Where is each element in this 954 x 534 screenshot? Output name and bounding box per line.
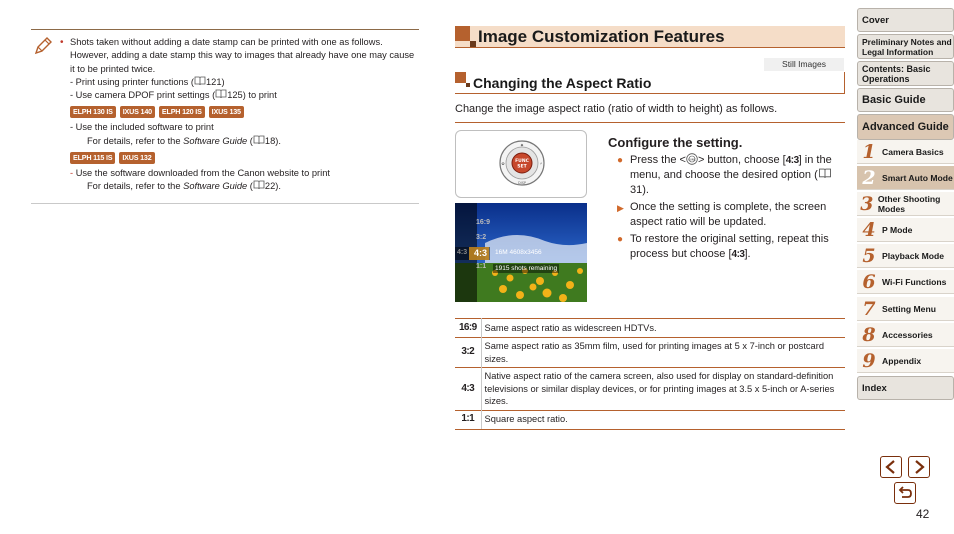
model-badge: IXUS 135 (209, 106, 244, 118)
page-ref-link[interactable]: 125) to print (227, 90, 277, 101)
svg-text:FUNC: FUNC (515, 159, 529, 164)
table-cell-description: Square aspect ratio. (481, 410, 845, 429)
chapter-number: 5 (862, 244, 876, 267)
nav-chapter-4[interactable] (857, 218, 954, 242)
ratio-menu-prev: 4:3 (457, 249, 468, 256)
page-ref-link[interactable]: 31). (630, 184, 649, 196)
func-set-dial-icon (498, 139, 546, 187)
book-ref-icon (253, 180, 265, 190)
step-item: ● To restore the original setting, repeat this process but choose [4:3]. (617, 233, 829, 260)
nav-advanced-guide[interactable]: Advanced Guide (857, 114, 954, 140)
return-arrow-icon (895, 483, 915, 503)
step-list (616, 153, 844, 264)
note-bottom-rule (31, 203, 419, 204)
step-item: ▶ Once the setting is complete, the screen aspect ratio will be updated. (617, 201, 827, 228)
nav-chapter-1[interactable] (857, 140, 954, 164)
shots-remaining-text: 1915 shots remaining (495, 265, 558, 272)
camera-control-illustration (455, 130, 587, 198)
chapter-label: Accessories (882, 329, 933, 340)
page-ref-link[interactable]: 121) (206, 76, 225, 87)
func-set-button-icon (686, 153, 698, 165)
nav-basic-guide[interactable]: Basic Guide (857, 88, 954, 112)
nav-chapter-6[interactable] (857, 270, 954, 294)
svg-text:DISP: DISP (517, 181, 527, 185)
nav-chapter-3[interactable] (857, 192, 954, 216)
model-badge: ELPH 130 IS (70, 106, 116, 118)
bullet-dot-icon: ● (617, 155, 624, 166)
svg-text:FUNC: FUNC (688, 157, 696, 162)
nav-preliminary-notes[interactable]: Preliminary Notes and Legal Information (857, 34, 954, 59)
nav-chapter-2[interactable] (857, 166, 954, 190)
intro-text: Change the image aspect ratio (ratio of width to height) as follows. (455, 103, 778, 115)
chapter-number: 8 (862, 323, 876, 346)
bullet-dot-icon: ● (617, 234, 624, 245)
table-cell-description: Native aspect ratio of the camera screen, also used for display on standard-definition televisions or similar display devices, or for printing images at 3.5 x 5-inch or A-series sizes. (481, 368, 845, 411)
nav-chapter-7[interactable] (857, 297, 954, 321)
back-button[interactable] (894, 482, 916, 504)
page-ref-link[interactable]: 22). (264, 181, 281, 192)
chapter-title-bar (455, 26, 845, 48)
page-ref-link[interactable]: 18). (264, 135, 281, 146)
nav-chapter-9[interactable] (857, 349, 954, 373)
nav-chapter-5[interactable] (857, 244, 954, 268)
model-badge: ELPH 120 IS (159, 106, 205, 118)
model-badge: IXUS 132 (119, 152, 154, 164)
nav-index[interactable]: Index (857, 376, 954, 400)
book-ref-icon (818, 168, 832, 179)
chapter-number: 4 (862, 218, 876, 241)
chapter-number: 3 (860, 192, 874, 215)
svg-text:◆: ◆ (520, 143, 524, 147)
table-row (455, 338, 845, 368)
chapter-number: 7 (862, 297, 876, 320)
chapter-label: Camera Basics (882, 146, 944, 157)
chapter-label: P Mode (882, 224, 913, 235)
step-item: ● Press the < FUNC > button, choose [4:3] in the menu, and choose the desired option (31). (617, 154, 832, 196)
hint-note (60, 36, 420, 194)
table-cell-description: Same aspect ratio as 35mm film, used for printing images at 5 x 7-inch or postcard sizes. (481, 338, 845, 368)
ratio-menu-1-1: 1:1 (476, 263, 487, 270)
book-ref-icon (194, 76, 206, 86)
model-badges-2 (70, 151, 420, 164)
model-badge: IXUS 140 (120, 106, 155, 118)
model-badge: ELPH 115 IS (70, 152, 115, 164)
intro-rule (455, 122, 845, 123)
chapter-label: Appendix (882, 355, 922, 366)
note-item-software: - Use the included software to print For details, refer to the Software Guide ( 18). (70, 122, 281, 146)
pencil-note-icon (33, 36, 53, 56)
aspect-1-1-icon: 1:1 (455, 410, 481, 429)
chapter-number: 2 (862, 166, 876, 189)
chapter-label: Smart Auto Mode (882, 172, 953, 183)
chapter-number: 1 (862, 140, 876, 163)
ratio-menu-3-2: 3:2 (476, 234, 487, 241)
section-title: Changing the Aspect Ratio (473, 75, 652, 91)
prev-page-button[interactable] (880, 456, 902, 478)
nav-contents[interactable]: Contents: Basic Operations (857, 61, 954, 86)
arrow-right-icon (909, 457, 929, 477)
top-rule (31, 29, 419, 30)
svg-text:⚡: ⚡ (539, 161, 543, 166)
note-item-dpof: - Use camera DPOF print settings ( 125) to print (70, 90, 277, 101)
chapter-label: Wi-Fi Functions (882, 276, 947, 287)
aspect-3-2-icon: 3:2 (455, 338, 481, 368)
aspect-4-3-icon: 4:3 (455, 368, 481, 411)
aspect-4-3-icon: 4:3 (731, 249, 745, 260)
table-cell-description: Same aspect ratio as widescreen HDTVs. (481, 319, 845, 338)
svg-text:✿: ✿ (501, 161, 505, 166)
note-paragraph: Shots taken without adding a date stamp can be printed with one as follows. However, adding a date stamp this way to images that already have one may cause it to be printed twice. (70, 37, 415, 74)
next-page-button[interactable] (908, 456, 930, 478)
note-item-download: - Use the software downloaded from the Canon website to print For details, refer to the Software Guide ( 22). (70, 168, 330, 192)
chapter-label: Playback Mode (882, 250, 945, 261)
chapter-number: 9 (862, 349, 876, 372)
aspect-16-9-icon: 16:9 (455, 319, 481, 338)
page-title: Image Customization Features (478, 27, 725, 46)
still-images-tag: Still Images (764, 58, 844, 71)
chapter-label: Setting Menu (882, 303, 936, 314)
image-size-text: 16M 4608x3456 (495, 249, 542, 256)
svg-text:SET: SET (517, 164, 527, 170)
aspect-ratio-table (455, 318, 845, 430)
chapter-number: 6 (862, 270, 876, 293)
table-row (455, 368, 845, 411)
page-number: 42 (916, 507, 930, 521)
table-row (455, 410, 845, 429)
nav-chapter-8[interactable] (857, 323, 954, 347)
model-badges-1 (70, 105, 420, 118)
table-row (455, 319, 845, 338)
ratio-menu-4-3-selected: 4:3 (474, 248, 488, 258)
arrow-left-icon (881, 457, 901, 477)
book-ref-icon (253, 135, 265, 145)
section-header (455, 72, 845, 94)
chapter-label: Other Shooting Modes (877, 193, 941, 214)
bullet: • (60, 37, 64, 48)
camera-screen-illustration (455, 203, 587, 302)
aspect-4-3-icon: 4:3 (785, 155, 799, 166)
note-item-printer: - Print using printer functions ( 121) (70, 76, 225, 87)
book-ref-icon (215, 89, 227, 99)
ratio-menu-16-9: 16:9 (476, 219, 491, 226)
nav-cover[interactable]: Cover (857, 8, 954, 32)
result-triangle-icon: ▶ (617, 203, 624, 213)
step-title: Configure the setting. (608, 135, 743, 150)
